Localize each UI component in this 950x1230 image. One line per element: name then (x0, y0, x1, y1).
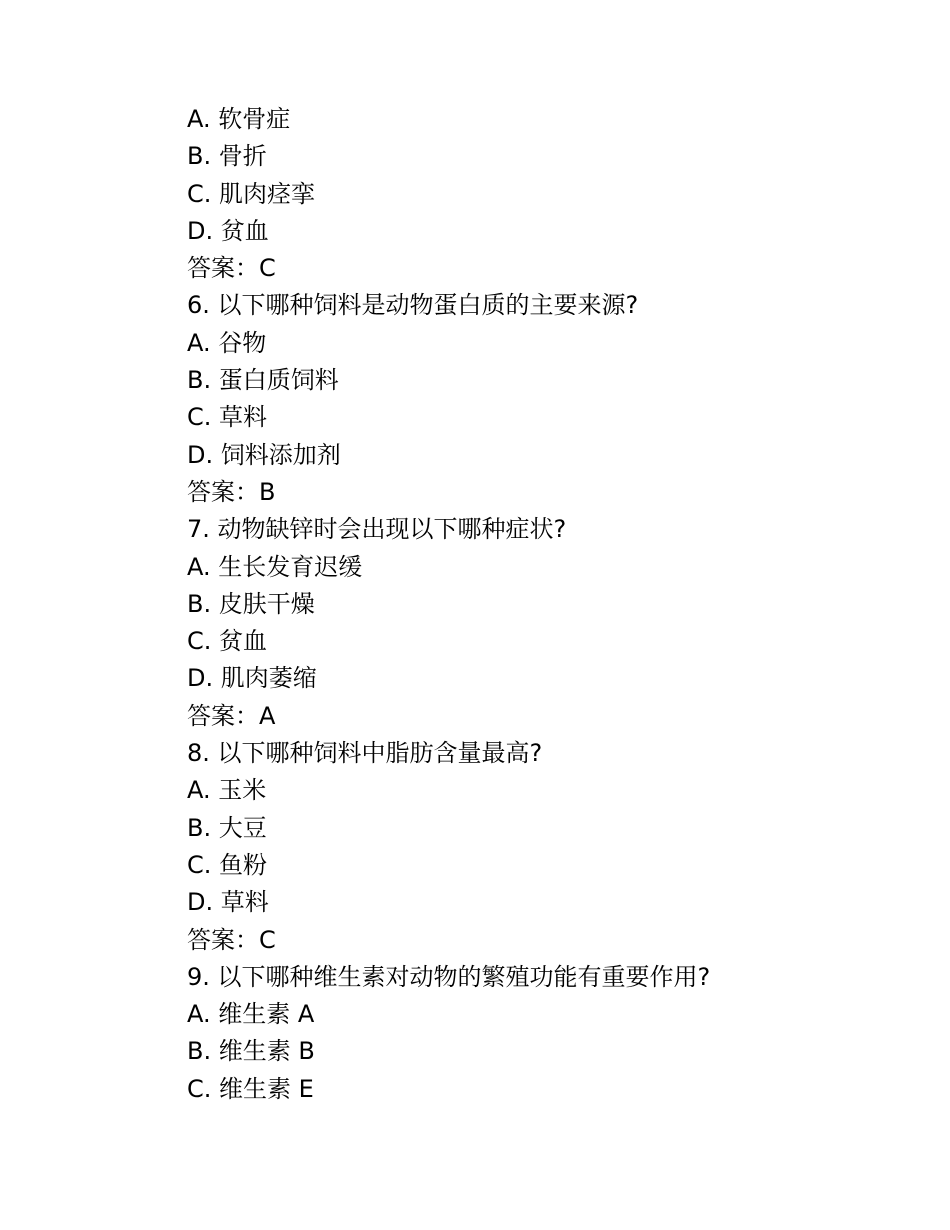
answer-line: 答案：B (187, 477, 276, 506)
answer-line: 答案：C (187, 925, 276, 954)
option-line: A. 软骨症 (187, 105, 291, 133)
option-line: D. 饲料添加剂 (187, 440, 341, 469)
question-list (187, 101, 887, 1108)
answer-line: 答案：A (187, 701, 276, 730)
option-line: A. 维生素 A (187, 1000, 315, 1029)
option-line: A. 生长发育迟缓 (187, 552, 363, 581)
question-line: 8. 以下哪种饲料中脂肪含量最高? (187, 739, 543, 768)
option-line: C. 贫血 (187, 627, 268, 656)
option-line: C. 肌肉痉挛 (187, 179, 316, 208)
option-line: C. 鱼粉 (187, 850, 268, 879)
option-line: D. 草料 (187, 888, 269, 917)
option-line: B. 皮肤干燥 (187, 589, 315, 618)
option-line: D. 肌肉萎缩 (187, 664, 317, 693)
option-line: A. 谷物 (187, 328, 267, 357)
question-line: 6. 以下哪种饲料是动物蛋白质的主要来源? (187, 291, 639, 320)
question-line: 7. 动物缺锌时会出现以下哪种症状? (187, 515, 567, 544)
option-line: A. 玉米 (187, 776, 267, 805)
option-line: B. 维生素 B (187, 1037, 315, 1066)
option-line: B. 蛋白质饲料 (187, 366, 339, 395)
option-line: B. 骨折 (187, 142, 267, 171)
option-line: B. 大豆 (187, 813, 267, 842)
option-line: C. 维生素 E (187, 1074, 314, 1103)
option-line: C. 草料 (187, 403, 268, 432)
option-line: D. 贫血 (187, 216, 269, 245)
answer-line: 答案：C (187, 254, 276, 283)
question-line: 9. 以下哪种维生素对动物的繁殖功能有重要作用? (187, 962, 711, 991)
